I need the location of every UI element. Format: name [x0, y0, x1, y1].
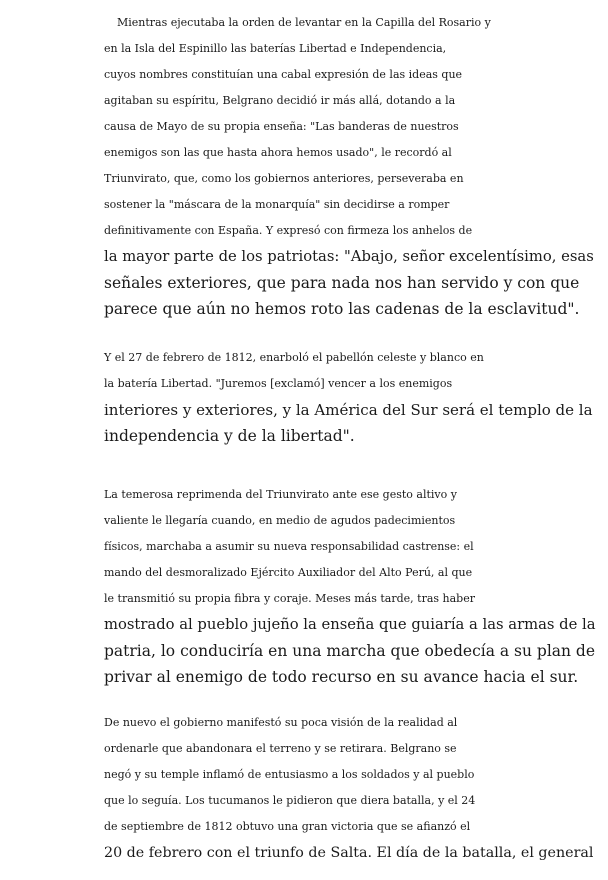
text-line: 20 de febrero con el triunfo de Salta. El día de la batalla, el general — [104, 845, 594, 861]
text-line: agitaban su espíritu, Belgrano decidió ir más allá, dotando a la — [104, 94, 456, 107]
text-line: negó y su temple inflamó de entusiasmo a los soldados y al pueblo — [104, 768, 475, 781]
text-line: le transmitió su propia fibra y coraje. Meses más tarde, tras haber — [104, 592, 475, 605]
text-line: Triunvirato, que, como los gobiernos anteriores, perseveraba en — [104, 172, 464, 185]
text-line: Mientras ejecutaba la orden de levantar en la Capilla del Rosario y — [117, 16, 491, 29]
text-line: valiente le llegaría cuando, en medio de agudos padecimientos — [104, 514, 456, 527]
text-line: Y el 27 de febrero de 1812, enarboló el pabellón celeste y blanco en — [104, 351, 484, 364]
text-line: independencia y de la libertad". — [104, 427, 355, 445]
text-line: la mayor parte de los patriotas: "Abajo, señor excelentísimo, esas — [104, 248, 594, 265]
text-line: físicos, marchaba a asumir su nueva responsabilidad castrense: el — [104, 540, 474, 553]
text-line: señales exteriores, que para nada nos han servido y con que — [104, 274, 580, 292]
text-line: sostener la "máscara de la monarquía" sin decidirse a romper — [104, 198, 450, 211]
text-line: enemigos son las que hasta ahora hemos usado", le recordó al — [104, 146, 452, 159]
text-line: de septiembre de 1812 obtuvo una gran victoria que se afianzó el — [104, 820, 471, 833]
text-line: patria, lo conduciría en una marcha que obedecía a su plan de — [104, 642, 596, 660]
text-line: De nuevo el gobierno manifestó su poca visión de la realidad al — [104, 716, 458, 729]
text-line: mando del desmoralizado Ejército Auxiliador del Alto Perú, al que — [104, 566, 473, 579]
text-line: ordenarle que abandonara el terreno y se retirara. Belgrano se — [104, 742, 457, 755]
paragraph-banderas — [0, 10, 594, 322]
text-line: parece que aún no hemos roto las cadenas de la esclavitud". — [104, 300, 580, 318]
text-line: definitivamente con España. Y expresó con firmeza los anhelos de — [104, 224, 473, 237]
text-line: La temerosa reprimenda del Triunvirato ante ese gesto altivo y — [104, 488, 457, 501]
paragraph-tucuman — [0, 710, 593, 866]
text-line: cuyos nombres constituían una cabal expresión de las ideas que — [104, 68, 463, 81]
text-line: interiores y exteriores, y la América del Sur será el templo de la — [104, 401, 593, 419]
text-line: que lo seguía. Los tucumanos le pidieron que diera batalla, y el 24 — [104, 794, 476, 807]
text-line: privar al enemigo de todo recurso en su avance hacia el sur. — [104, 668, 579, 686]
text-line: causa de Mayo de su propia enseña: "Las banderas de nuestros — [104, 120, 459, 133]
paragraph-juramento — [0, 345, 593, 449]
paragraph-reprimenda — [0, 482, 596, 690]
text-line: en la Isla del Espinillo las baterías Libertad e Independencia, — [104, 42, 447, 55]
text-line: la batería Libertad. "Juremos [exclamó] vencer a los enemigos — [104, 377, 453, 390]
text-line: mostrado al pueblo jujeño la enseña que guiaría a las armas de la — [104, 616, 596, 633]
